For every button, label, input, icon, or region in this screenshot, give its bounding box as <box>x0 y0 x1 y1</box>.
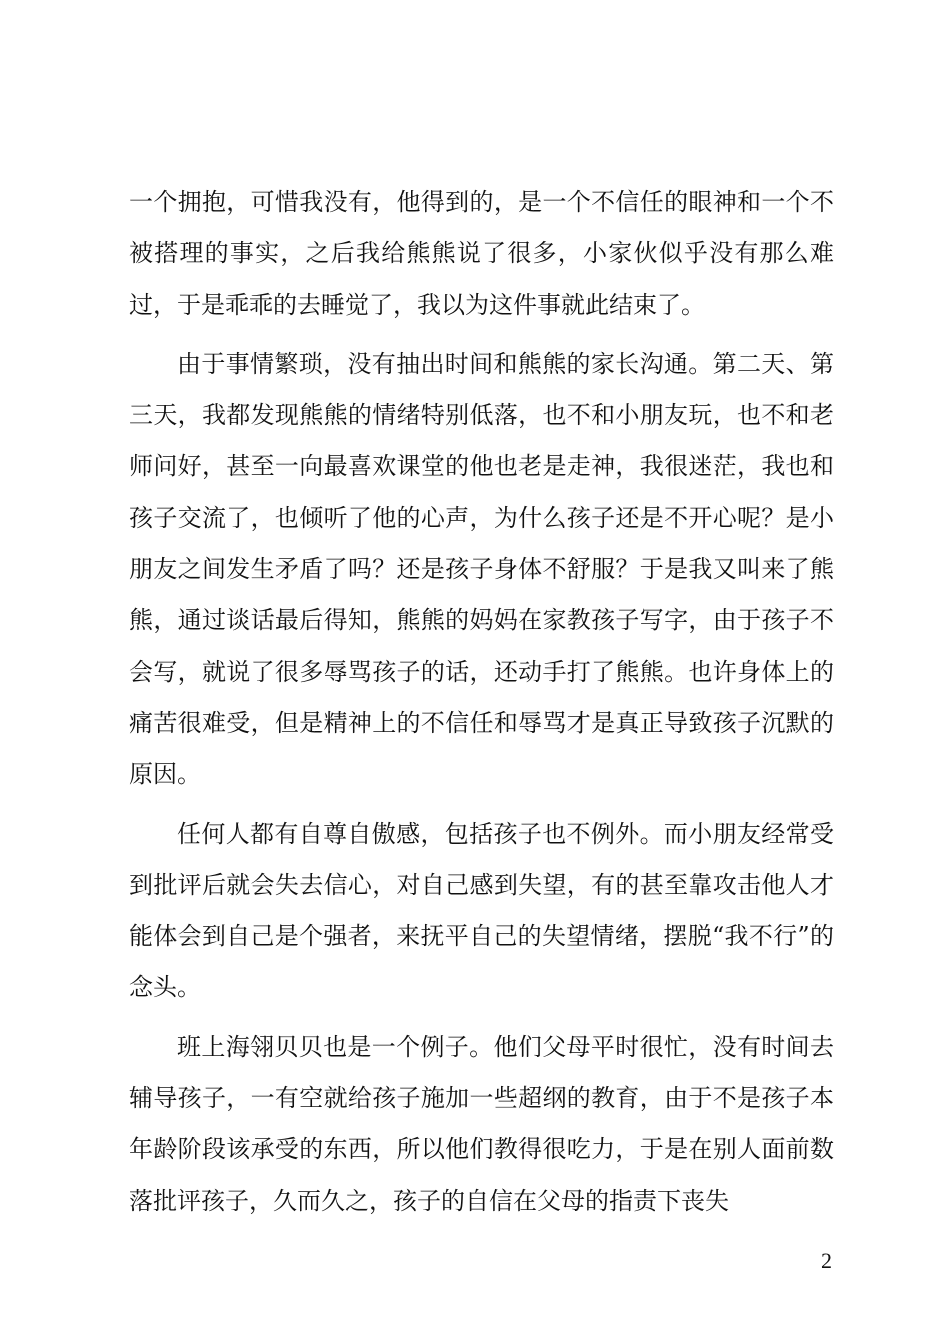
paragraph-4: 班上海翎贝贝也是一个例子。他们父母平时很忙，没有时间去辅导孩子，一有空就给孩子施加一些超纲的教育，由于不是孩子本年龄阶段该承受的东西，所以他们教得很吃力，于是在别人面前数落批评孩子，久而久之，孩子的自信在父母的指责下丧失 <box>129 1032 834 1215</box>
page-number: 2 <box>821 1248 832 1273</box>
body-text <box>129 177 834 1227</box>
paragraph-1: 一个拥抱，可惜我没有，他得到的，是一个不信任的眼神和一个不被搭理的事实，之后我给熊熊说了很多，小家伙似乎没有那么难过，于是乖乖的去睡觉了，我以为这件事就此结束了。 <box>129 188 834 319</box>
paragraph-2: 由于事情繁琐，没有抽出时间和熊熊的家长沟通。第二天、第三天，我都发现熊熊的情绪特别低落，也不和小朋友玩，也不和老师问好，甚至一向最喜欢课堂的他也老是走神，我很迷茫，我也和孩子交流了，也倾听了他的心声，为什么孩子还是不开心呢？是小朋友之间发生矛盾了吗？还是孩子身体不舒服？于是我又叫来了熊熊，通过谈话最后得知，熊熊的妈妈在家教孩子写字，由于孩子不会写，就说了很多辱骂孩子的话，还动手打了熊熊。也许身体上的痛苦很难受，但是精神上的不信任和辱骂才是真正导致孩子沉默的原因。 <box>129 349 834 789</box>
paragraph-3: 任何人都有自尊自傲感，包括孩子也不例外。而小朋友经常受到批评后就会失去信心，对自己感到失望，有的甚至靠攻击他人才能体会到自己是个强者，来抚平自己的失望情绪，摆脱“我不行”的念头。 <box>129 819 834 1002</box>
